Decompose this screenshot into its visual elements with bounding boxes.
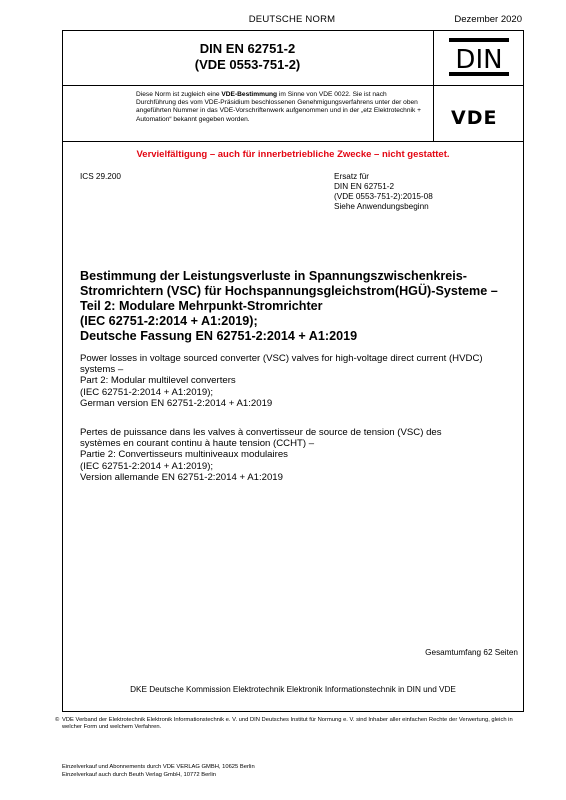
replaces-line: Ersatz für — [334, 172, 370, 181]
title-line: Bestimmung der Leistungsverluste in Spannungszwischenkreis- — [80, 269, 467, 283]
replaces-line: Siehe Anwendungsbeginn — [334, 202, 429, 211]
designation-din: DIN EN 62751-2 — [199, 41, 296, 56]
dke-line: DKE Deutsche Kommission Elektrotechnik Elektronik Informationstechnik in DIN und VDE — [130, 685, 456, 694]
standard-designation — [62, 30, 434, 86]
copyright-icon: © — [55, 717, 60, 723]
page-header — [62, 14, 522, 30]
title-line: systèmes en courant continu à haute tension (CCHT) – — [80, 438, 315, 450]
title-line: (IEC 62751-2:2014 + A1:2019); — [80, 314, 258, 328]
title-french — [80, 427, 520, 483]
title-line: Deutsche Fassung EN 62751-2:2014 + A1:2019 — [80, 329, 358, 343]
title-line: Version allemande EN 62751-2:2014 + A1:2019 — [80, 471, 283, 483]
ics-code: ICS 29.200 — [80, 172, 121, 181]
din-logo-icon — [448, 37, 510, 77]
title-line: Part 2: Modular multilevel converters — [80, 375, 236, 387]
vde-note-bold: VDE-Bestimmung — [221, 91, 278, 98]
title-german — [80, 269, 510, 344]
publication-date: Dezember 2020 — [454, 14, 522, 25]
title-line: Partie 2: Convertisseurs multiniveaux modulaires — [80, 449, 288, 461]
vde-row — [62, 86, 524, 142]
title-line: (IEC 62751-2:2014 + A1:2019); — [80, 460, 214, 472]
din-logo-text: DIN — [455, 45, 503, 75]
sales-line: Einzelverkauf und Abonnements durch VDE VERLAG GMBH, 10625 Berlin — [62, 764, 255, 770]
copyright-text: VDE Verband der Elektrotechnik Elektronik Informationstechnik e. V. und DIN Deutsches Institut für Normung e. V. sind Inhaber aller einfachen Rechte der Verwertung, gleich in welcher Form und welchem Verfahren. — [62, 717, 513, 730]
designation-row — [62, 30, 524, 86]
title-line: Stromrichtern (VSC) für Hochspannungsgleichstrom(HGÜ)-Systeme – — [80, 284, 498, 298]
vde-note-prefix: Diese Norm ist zugleich eine — [136, 91, 222, 98]
title-line: German version EN 62751-2:2014 + A1:2019 — [80, 397, 273, 409]
standard-type: DEUTSCHE NORM — [248, 14, 336, 25]
copyright-notice — [55, 717, 524, 731]
vde-logo-icon: VDE — [451, 107, 498, 129]
sales-info — [62, 764, 524, 779]
reproduction-warning: Vervielfältigung – auch für innerbetriebliche Zwecke – nicht gestattet. — [136, 149, 450, 160]
title-line: Pertes de puissance dans les valves à convertisseur de source de tension (VSC) des — [80, 427, 442, 438]
title-line: Teil 2: Modulare Mehrpunkt-Stromrichter — [80, 299, 323, 313]
vde-note — [62, 86, 434, 142]
title-line: (IEC 62751-2:2014 + A1:2019); — [80, 386, 214, 398]
designation-vde: (VDE 0553-751-2) — [194, 57, 301, 72]
replaces-line: (VDE 0553-751-2):2015-08 — [334, 192, 433, 201]
total-pages: Gesamtumfang 62 Seiten — [425, 648, 518, 657]
title-line: Power losses in voltage sourced converter (VSC) valves for high-voltage direct current (HVDC) — [80, 353, 483, 364]
title-line: systems – — [80, 364, 124, 376]
sales-line: Einzelverkauf auch durch Beuth Verlag GmbH, 10772 Berlin — [62, 771, 217, 778]
replaces-block — [334, 172, 433, 212]
title-english — [80, 353, 520, 409]
replaces-line: DIN EN 62751-2 — [334, 182, 395, 191]
vde-note-suffix: im Sinne von VDE 0022. Sie ist nach Durchführung des vom VDE-Präsidium beschlossenen Genehmigungsverfahrens unter der oben angeführten Nummer in das VDE-Vorschriftenwerk aufgenommen und in der „etz Elektrotechnik + Automation“ bekannt gegeben worden. — [136, 91, 421, 123]
